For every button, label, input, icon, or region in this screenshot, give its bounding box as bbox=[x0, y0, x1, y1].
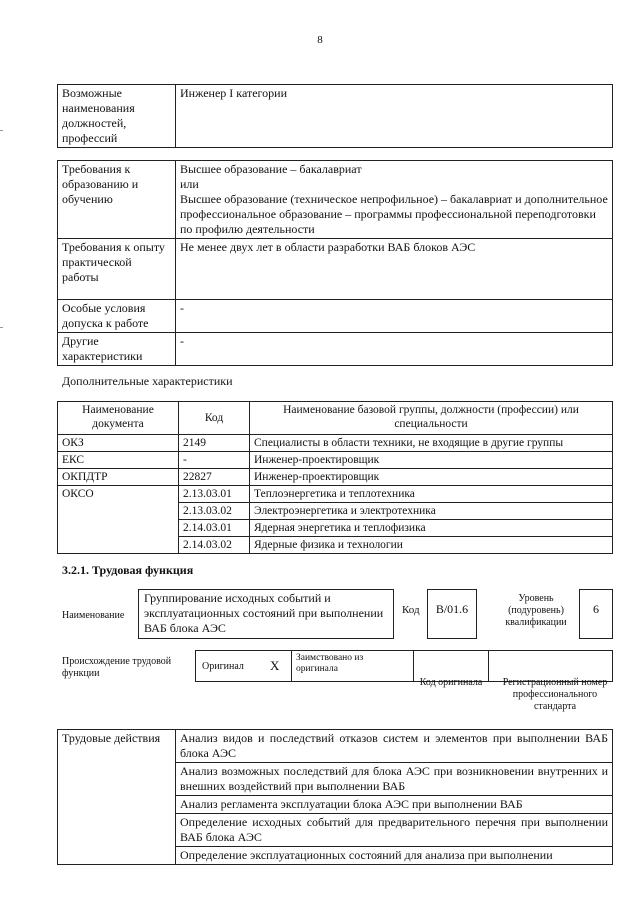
header-name: Наименование базовой группы, должности (профессии) или специальности bbox=[250, 402, 613, 435]
function-name-label: Наименование bbox=[62, 610, 125, 621]
origin-divider bbox=[291, 651, 292, 681]
code-cell: 22827 bbox=[179, 469, 250, 486]
education-line: Высшее образование (техническое непрофильное) – бакалавриат и дополнительное профессиональное образование – программы профессиональной переподготовки по профилю деятельности bbox=[180, 192, 608, 236]
code-caption: Код оригинала bbox=[419, 677, 483, 688]
education-label: Требования к образованию и обучению bbox=[58, 161, 176, 239]
name-cell: Специалисты в области техники, не входящие в другие группы bbox=[250, 435, 613, 452]
code-cell: 2.14.03.02 bbox=[179, 537, 250, 554]
action-item: Анализ регламента эксплуатации блока АЭС при выполнении ВАБ bbox=[176, 796, 613, 814]
original-label: Оригинал bbox=[202, 661, 244, 672]
job-titles-table bbox=[57, 84, 613, 148]
function-code-label: Код bbox=[402, 604, 420, 616]
table-row bbox=[58, 85, 613, 148]
borrowed-label: Заимствовано из оригинала bbox=[296, 653, 364, 674]
experience-label: Требования к опыту практической работы bbox=[58, 239, 176, 300]
code-cell: 2.14.03.01 bbox=[179, 520, 250, 537]
action-item: Анализ возможных последствий для блока АЭС при возникновении внутренних и внешних воздействий при выполнении ВАБ bbox=[176, 763, 613, 796]
education-value bbox=[176, 161, 613, 239]
education-line: Высшее образование – бакалавриат bbox=[180, 162, 362, 176]
function-code-box: B/01.6 bbox=[427, 589, 477, 639]
other-label: Другие характеристики bbox=[58, 333, 176, 366]
function-name-box: Группирование исходных событий и эксплуатационных состояний при выполнении ВАБ блока АЭС bbox=[138, 589, 394, 639]
doc-cell: ЕКС bbox=[58, 452, 179, 469]
table-row bbox=[58, 239, 613, 300]
level-box: 6 bbox=[579, 589, 613, 639]
table-row bbox=[58, 486, 613, 503]
name-cell: Инженер-проектировщик bbox=[250, 469, 613, 486]
admission-value: - bbox=[176, 300, 613, 333]
education-line: или bbox=[180, 177, 199, 191]
experience-value: Не менее двух лет в области разработки ВАБ блоков АЭС bbox=[176, 239, 613, 300]
header-document: Наименование документа bbox=[58, 402, 179, 435]
table-row bbox=[58, 730, 613, 763]
margin-mark bbox=[0, 130, 3, 131]
name-cell: Ядерная энергетика и теплофизика bbox=[250, 520, 613, 537]
code-cell: 2.13.03.01 bbox=[179, 486, 250, 503]
additional-table bbox=[57, 401, 613, 554]
name-cell: Теплоэнергетика и теплотехника bbox=[250, 486, 613, 503]
original-mark: X bbox=[270, 658, 280, 673]
page-number: 8 bbox=[317, 34, 323, 46]
doc-cell: ОКЗ bbox=[58, 435, 179, 452]
code-cell: - bbox=[179, 452, 250, 469]
doc-cell: ОКПДТР bbox=[58, 469, 179, 486]
table-row bbox=[58, 300, 613, 333]
name-cell: Инженер-проектировщик bbox=[250, 452, 613, 469]
header-code: Код bbox=[179, 402, 250, 435]
action-item: Определение эксплуатационных состояний для анализа при выполнении bbox=[176, 847, 613, 865]
labor-actions-table bbox=[57, 729, 613, 865]
table-row bbox=[58, 333, 613, 366]
table-row bbox=[58, 435, 613, 452]
table-row bbox=[58, 161, 613, 239]
job-titles-value: Инженер I категории bbox=[176, 85, 613, 148]
actions-label: Трудовые действия bbox=[58, 730, 176, 865]
table-header-row bbox=[58, 402, 613, 435]
requirements-table bbox=[57, 160, 613, 366]
action-item: Определение исходных событий для предварительного перечня при выполнении ВАБ блока АЭС bbox=[176, 814, 613, 847]
table-row bbox=[58, 452, 613, 469]
code-cell: 2149 bbox=[179, 435, 250, 452]
code-cell: 2.13.03.02 bbox=[179, 503, 250, 520]
doc-cell: ОКСО bbox=[58, 486, 179, 554]
margin-mark bbox=[0, 327, 3, 328]
section-title: 3.2.1. Трудовая функция bbox=[62, 563, 194, 577]
table-row bbox=[58, 469, 613, 486]
action-item: Анализ видов и последствий отказов систем и элементов при выполнении ВАБ блока АЭС bbox=[176, 730, 613, 763]
name-cell: Ядерные физика и технологии bbox=[250, 537, 613, 554]
reg-caption: Регистрационный номер профессионального стандарта bbox=[502, 677, 608, 712]
other-value: - bbox=[176, 333, 613, 366]
admission-label: Особые условия допуска к работе bbox=[58, 300, 176, 333]
name-cell: Электроэнергетика и электротехника bbox=[250, 503, 613, 520]
job-titles-label: Возможные наименования должностей, профессий bbox=[58, 85, 176, 148]
origin-label: Происхождение трудовой функции bbox=[62, 656, 172, 679]
level-label: Уровень (подуровень) квалификации bbox=[505, 593, 567, 628]
additional-title: Дополнительные характеристики bbox=[62, 374, 233, 388]
